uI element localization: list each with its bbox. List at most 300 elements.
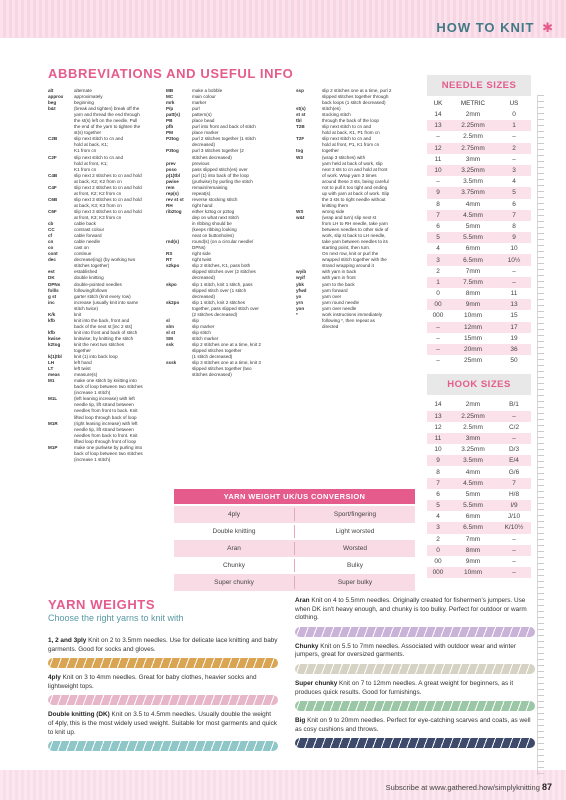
conversion-row: [174, 540, 415, 557]
size-metric: 8mm: [465, 546, 481, 554]
yarn-strand-swatch: [295, 738, 535, 748]
abbreviation-term: w&t: [296, 214, 305, 220]
size-uk: 12: [434, 144, 442, 152]
abbreviation-row: [296, 324, 424, 330]
abbreviation-term: yon: [296, 305, 305, 311]
size-uk: 000: [432, 569, 444, 577]
abbreviation-definition: place bead: [192, 118, 215, 124]
abbreviation-definition: (keeps ribbing looking: [192, 227, 237, 233]
abbreviation-definition: (left leaning increase) with left: [74, 396, 135, 402]
abbreviation-term: rnd(s): [166, 239, 180, 245]
abbreviation-term: ssk: [166, 341, 174, 347]
abbreviation-definition: slip next 2 stitches to cn and hold: [74, 184, 142, 190]
needle-sizes-title: NEEDLE SIZES: [427, 75, 531, 96]
abbreviation-term: DK: [48, 275, 55, 281]
abbreviation-term: mrk: [166, 100, 175, 106]
size-us: D/3: [508, 446, 520, 454]
size-row: [427, 455, 531, 466]
abbreviation-definition: knit into front and back of stitch: [74, 329, 138, 335]
abbreviation-definition: stitches together): [74, 263, 110, 269]
size-us: 7: [512, 479, 516, 487]
size-uk: 00: [434, 301, 442, 309]
abbreviation-definition: slip 2 stitches, K1, pass both: [192, 263, 251, 269]
abbreviation-definition: lifted loop through front of loop: [74, 438, 137, 444]
size-us: 19: [510, 334, 518, 342]
abbreviation-definition: slip next stitch to cn and: [322, 136, 372, 142]
yarn-weight-name: Big: [295, 717, 306, 725]
abbreviation-term: yfwd: [296, 287, 307, 293]
abbreviation-definition: the 3 sts to right needle without: [322, 196, 386, 202]
abbreviation-definition: pass slipped stitch(es) over: [192, 166, 248, 172]
abbreviation-term: kfb: [48, 317, 55, 323]
size-row: [427, 288, 531, 299]
abbreviation-definition: slip next stitch to cn and: [322, 124, 372, 130]
abbreviation-term: approx: [48, 94, 64, 100]
size-metric: 7mm: [465, 267, 481, 275]
abbreviation-term: sssk: [166, 360, 177, 366]
abbreviation-definition: from LH to RH needle, take yarn: [322, 221, 388, 227]
abbreviation-definition: knitwise; by knitting the stitch: [74, 335, 134, 341]
size-uk: 6: [436, 490, 440, 498]
abbreviation-definition: needles from front to back. Knit: [74, 408, 138, 414]
abbreviation-definition: K1 from cn: [74, 148, 97, 154]
size-row: [427, 232, 531, 243]
abbreviation-term: pfb: [166, 124, 174, 130]
size-uk: 3: [436, 524, 440, 532]
abbreviation-definition: double knitting: [74, 275, 104, 281]
abbreviation-definition: DPNs): [192, 245, 206, 251]
abbreviation-definition: slip 1 stitch, knit 2 stitches: [192, 299, 246, 305]
abbreviation-term: rep(s): [166, 190, 179, 196]
size-us: 13: [510, 301, 518, 309]
abbreviation-definition: beginning: [74, 100, 94, 106]
size-metric: 10mm: [463, 312, 483, 320]
abbreviation-definition: slip 2 stitches one at a time, purl 2: [322, 88, 392, 93]
size-metric: 2.5mm: [463, 423, 483, 431]
size-row: [427, 243, 531, 254]
abbreviation-definition: yarn forward: [322, 287, 348, 293]
size-row: [427, 165, 531, 176]
size-metric: 5mm: [465, 222, 481, 230]
us-weight: Light worsted: [335, 528, 375, 535]
abbreviation-definition: purl into front and back of stitch: [192, 124, 256, 130]
yarn-strand-swatch: [48, 741, 278, 751]
size-metric: 4mm: [465, 200, 481, 208]
uk-weight: Aran: [227, 545, 241, 552]
abbreviation-definition: (increase 1 stitch): [74, 456, 111, 462]
abbreviation-definition: (wrap 3 stitches) with: [322, 154, 366, 160]
size-uk: 11: [434, 155, 442, 163]
abbreviation-term: meas: [48, 372, 60, 378]
abbreviation-term: sl st: [166, 329, 176, 335]
size-us: 10: [510, 245, 518, 253]
size-us: 15: [510, 312, 518, 320]
abbreviation-term: [166, 372, 192, 378]
abbreviation-definition: established: [74, 269, 98, 275]
abbreviation-definition: of work. Wrap yarn 3 times: [322, 172, 377, 178]
abbreviation-definition: (purlwise) by purling the stitch: [192, 178, 253, 184]
abbreviation-term: wyif: [296, 275, 305, 281]
subscribe-text: Subscribe at www.gathered.how/simplyknitting: [385, 783, 540, 792]
abbreviation-definition: (wrap and turn) slip next st: [322, 214, 377, 220]
abbreviation-term: DPNs: [48, 281, 61, 287]
size-metric: 12mm: [463, 323, 483, 331]
abbreviation-term: est: [48, 269, 55, 275]
abbreviation-definition: at back, K3; K3 from cn: [74, 202, 122, 208]
abbreviation-term: p(1)tbl: [166, 172, 181, 178]
abbreviation-definition: left twist: [74, 366, 91, 372]
abbreviation-term: slm: [166, 323, 174, 329]
abbreviation-definition: in ribbing should be: [192, 221, 232, 227]
size-us: 17: [510, 323, 518, 331]
size-row: [427, 187, 531, 198]
abbreviation-definition: knit into the back, front and: [74, 317, 130, 323]
yarn-weight-description: Knit on 7 to 12mm needles. A great weight for beginners, as it produces quick results. Good for furnishings.: [295, 679, 514, 696]
abbreviation-definition: slip next 3 stitches to cn and hold: [74, 208, 142, 214]
yarn-weights-right: [295, 597, 535, 754]
size-row: [427, 154, 531, 165]
header-uk: UK: [433, 100, 443, 107]
abbreviation-term: W3: [296, 154, 303, 160]
abbreviation-term: C6B: [48, 196, 58, 202]
abbreviation-term: MB: [166, 88, 174, 93]
size-row: [427, 422, 531, 433]
abbreviation-definition: back loops (1 stitch decreased): [322, 100, 386, 106]
abbreviation-definition: decreased): [192, 275, 215, 281]
size-uk: –: [436, 346, 440, 354]
abbreviation-definition: together, pass slipped stitch over: [192, 305, 259, 311]
abbreviations-column-1: [48, 88, 166, 463]
size-us: 50: [510, 357, 518, 365]
abbreviation-definition: yarn round needle: [322, 299, 360, 305]
header-metric: METRIC: [460, 100, 486, 107]
yarn-strand-swatch: [295, 701, 535, 711]
yarn-weights-title: YARN WEIGHTS: [48, 597, 156, 612]
abbreviation-definition: measure(s): [74, 372, 98, 378]
yarn-weight-item: [295, 680, 535, 697]
abbreviation-definition: yarn over: [322, 293, 342, 299]
size-metric: 2.5mm: [463, 133, 483, 141]
yarn-weight-item: [295, 597, 535, 623]
size-uk: 6: [436, 222, 440, 230]
size-us: 10½: [507, 256, 521, 264]
abbreviation-definition: stitch twice): [74, 305, 98, 311]
abbreviation-term: rem: [166, 184, 175, 190]
abbreviation-definition: remain/remaining: [192, 184, 228, 190]
abbreviation-definition: following/follows: [74, 287, 108, 293]
yarn-weight-name: Aran: [295, 597, 310, 604]
size-us: –: [512, 267, 516, 275]
size-metric: 15mm: [463, 334, 483, 342]
abbreviation-definition: through the back of the loop: [322, 118, 379, 124]
abbreviation-definition: On next row, knit or purl the: [322, 251, 379, 257]
abbreviation-term: T2B: [296, 124, 305, 130]
abbreviation-definition: the end of the yarn to tighten the: [74, 124, 141, 130]
abbreviation-definition: knit (1) into back loop: [74, 354, 118, 360]
abbreviation-definition: purl (1) into back of the loop: [192, 172, 249, 178]
abbreviation-term: K/k: [48, 311, 56, 317]
size-uk: –: [436, 357, 440, 365]
abbreviation-definition: marker: [192, 100, 207, 106]
abbreviation-term: RH: [166, 202, 173, 208]
abbreviation-term: foll/s: [48, 287, 59, 293]
size-metric: 3mm: [465, 434, 481, 442]
hook-sizes-title: HOOK SIZES: [427, 374, 531, 395]
abbreviation-definition: knit the next two stitches: [74, 341, 125, 347]
star-icon: ✱: [542, 20, 554, 35]
yarn-weight-name: 1, 2 and 3ply: [48, 637, 87, 644]
yarn-weight-name: Super chunky: [295, 679, 338, 687]
abbreviation-definition: back of loop between two stitches: [74, 384, 143, 390]
abbreviation-term: patt(s): [166, 112, 181, 118]
abbreviation-definition: needle tip, lift strand between: [74, 426, 134, 432]
abbreviation-definition: slipped stitches together through: [322, 94, 389, 100]
abbreviation-definition: slip next 2 stitches to cn and hold: [74, 172, 142, 178]
abbreviations-column-2: [166, 88, 294, 378]
size-us: 5: [512, 189, 516, 197]
abbreviation-definition: next 3 sts to cn and hold at front: [322, 166, 388, 172]
size-us: 11: [510, 290, 518, 298]
abbreviation-term: M1L: [48, 396, 58, 402]
abbreviation-definition: slip 3 stitches one at a time, knit 3: [192, 360, 261, 366]
abbreviation-row: [48, 457, 166, 463]
abbreviation-definition: st(s) together: [74, 130, 102, 136]
section-title: HOW TO KNIT: [436, 20, 535, 35]
size-us: I/9: [510, 502, 518, 510]
size-metric: 3.75mm: [461, 189, 485, 197]
abbreviation-definition: the st(s) left on the needle. Pull: [74, 118, 138, 124]
size-us: 4: [512, 178, 516, 186]
abbreviation-definition: knit: [74, 311, 82, 317]
abbreviation-term: tbl: [296, 118, 302, 124]
abbreviation-definition: cable forward: [74, 233, 102, 239]
abbreviation-definition: reverse stocking stitch: [192, 196, 238, 202]
size-metric: 7.5mm: [463, 278, 483, 286]
abbreviation-definition: K1 from cn: [74, 166, 97, 172]
abbreviation-definition: together: [322, 148, 339, 154]
abbreviation-definition: left hand: [74, 360, 92, 366]
abbreviation-term: alt: [48, 88, 54, 93]
yarn-weight-item: [48, 711, 278, 737]
abbreviation-definition: stitch marker: [192, 335, 219, 341]
uk-weight: Super chunky: [214, 579, 254, 586]
abbreviation-term: C4F: [48, 184, 57, 190]
abbreviation-term: yrn: [296, 299, 304, 305]
abbreviation-term: cb: [48, 221, 54, 227]
size-row: [427, 176, 531, 187]
abbreviation-definition: place marker: [192, 130, 219, 136]
size-metric: 2mm: [465, 111, 481, 119]
size-us: –: [512, 546, 516, 554]
abbreviation-term: sk2po: [166, 299, 180, 305]
abbreviation-definition: with yarn in front: [322, 275, 356, 281]
size-us: 0: [512, 111, 516, 119]
abbreviation-term: RS: [166, 251, 173, 257]
size-metric: 25mm: [463, 357, 483, 365]
abbreviation-definition: work, slip st back to LH needle,: [322, 233, 386, 239]
header-us: US: [509, 100, 519, 107]
size-uk: 0: [436, 290, 440, 298]
abbreviation-definition: approximately: [74, 94, 103, 100]
size-metric: 4.5mm: [463, 211, 483, 219]
yarn-weight-name: Chunky: [295, 642, 319, 650]
abbreviation-term: k(1)tbl: [48, 354, 62, 360]
size-uk: 5: [436, 502, 440, 510]
abbreviation-definition: at back, K2; K2 from cn: [74, 178, 122, 184]
conversion-row: [174, 574, 415, 591]
size-metric: 3.25mm: [461, 167, 485, 175]
size-metric: 5.5mm: [463, 502, 483, 510]
uk-weight: Chunky: [222, 562, 246, 569]
size-row: [427, 489, 531, 500]
abbreviation-term: st(s): [296, 106, 306, 112]
abbreviation-term: tog: [296, 148, 304, 154]
abbreviation-definition: round(s) (on a circular needle/: [192, 239, 254, 245]
size-us: –: [512, 535, 516, 543]
abbreviation-term: kfb: [48, 329, 55, 335]
size-row: [427, 109, 531, 120]
abbreviation-term: PB: [166, 118, 173, 124]
size-metric: 9mm: [465, 301, 481, 309]
size-row: [427, 199, 531, 210]
abbreviation-definition: stocking stitch: [322, 112, 351, 118]
yarn-strand-swatch: [48, 695, 278, 705]
abbreviation-definition: slip: [192, 317, 199, 323]
abbreviation-term: kwise: [48, 335, 61, 341]
abbreviation-definition: knitting them: [322, 202, 349, 208]
size-uk: 11: [434, 434, 442, 442]
abbreviation-definition: purl 3 stitches together (2: [192, 148, 244, 154]
size-row: [427, 277, 531, 288]
size-row: [427, 466, 531, 477]
size-row: [427, 254, 531, 265]
size-row: [427, 266, 531, 277]
abbreviation-term: skpo: [166, 281, 177, 287]
size-uk: 4: [436, 245, 440, 253]
size-uk: 7: [436, 479, 440, 487]
abbreviation-term: RT: [166, 257, 173, 263]
abbreviation-definition: slip next stitch to cn and: [74, 154, 124, 160]
size-row: [427, 522, 531, 533]
yarn-strand-swatch: [295, 627, 535, 637]
abbreviation-term: b&t: [48, 106, 56, 112]
abbreviation-definition: decreased): [192, 293, 215, 299]
size-metric: 2.25mm: [461, 412, 485, 420]
abbreviation-definition: cable needle: [74, 239, 101, 245]
us-weight: Super bulky: [337, 579, 373, 586]
abbreviation-term: C6F: [48, 208, 57, 214]
size-row: [427, 478, 531, 489]
yarn-weights-left: [48, 637, 278, 757]
abbreviation-definition: slipped stitch over (1 stitch: [192, 287, 247, 293]
conversion-title: YARN WEIGHT UK/US CONVERSION: [174, 489, 415, 504]
size-uk: 2: [436, 535, 440, 543]
abbreviation-term: LH: [48, 360, 55, 366]
abbreviation-definition: hold at back, K1, P1 from cn: [322, 130, 380, 136]
abbreviation-definition: make a bobble: [192, 88, 223, 93]
abbreviation-term: inc: [48, 299, 55, 305]
abbreviation-term: pwise: [166, 178, 179, 184]
size-uk: 9: [436, 457, 440, 465]
size-uk: 13: [434, 122, 442, 130]
size-us: E/4: [509, 457, 519, 465]
size-row: [427, 333, 531, 344]
size-us: 2: [512, 144, 516, 152]
size-uk: 0: [436, 546, 440, 554]
abbreviation-definition: increase (usually knit into same: [74, 299, 139, 305]
abbreviation-definition: double-pointed needles: [74, 281, 122, 287]
abbreviation-definition: right hand: [192, 202, 213, 208]
yarn-weights-subtitle: Choose the right yarns to knit with: [48, 613, 184, 623]
abbreviation-definition: dep on what next stitch: [192, 214, 239, 220]
abbreviation-definition: needle tip, lift strand between: [74, 402, 134, 408]
us-weight: Bulky: [347, 562, 363, 569]
size-row: [427, 567, 531, 578]
abbreviation-definition: right side: [192, 251, 211, 257]
abbreviation-term: rev st st: [166, 196, 184, 202]
abbreviation-definition: hold at front, P1, K1 from cn: [322, 142, 380, 148]
abbreviation-definition: with yarn in back: [322, 269, 357, 275]
abbreviations-column-3: [296, 88, 424, 330]
size-us: –: [512, 133, 516, 141]
abbreviation-definition: cable back: [74, 221, 96, 227]
yarn-weight-conversion-table: [174, 489, 415, 591]
size-row: [427, 500, 531, 511]
size-us: –: [512, 434, 516, 442]
size-row: [427, 411, 531, 422]
size-metric: 6.5mm: [463, 256, 483, 264]
abbreviation-definition: slip 1 stitch, knit 1 stitch, pass: [192, 281, 253, 287]
abbreviation-definition: hold at back, K1;: [74, 142, 109, 148]
abbreviation-definition: garter stitch (knit every row): [74, 293, 131, 299]
size-us: 3: [512, 167, 516, 175]
abbreviation-definition: decrease(ing) (by working two: [74, 257, 136, 263]
yarn-weight-item: [295, 717, 535, 734]
abbreviation-term: g st: [48, 293, 57, 299]
size-uk: 3: [436, 256, 440, 264]
abbreviation-definition: yarn and thread the end through: [74, 112, 140, 118]
abbreviation-definition: right twist: [192, 257, 212, 263]
abbreviation-definition: work instructions immediately: [322, 311, 382, 317]
yarn-weight-item: [48, 674, 278, 691]
size-metric: 4mm: [465, 468, 481, 476]
us-weight: Sport/fingering: [333, 511, 377, 518]
size-row: [427, 534, 531, 545]
needle-sizes-header: [427, 96, 531, 109]
size-uk: 7: [436, 211, 440, 219]
abbreviation-definition: purl 2 stitches together (1 stitch: [192, 136, 256, 142]
size-metric: 10mm: [463, 569, 483, 577]
abbreviation-term: C2B: [48, 136, 58, 142]
abbreviation-term: PM: [166, 130, 173, 136]
size-row: [427, 344, 531, 355]
size-uk: 2: [436, 267, 440, 275]
size-metric: 6mm: [465, 245, 481, 253]
size-metric: 3.5mm: [463, 457, 483, 465]
abbreviation-definition: yarn to the back: [322, 281, 355, 287]
uk-weight: 4ply: [228, 511, 240, 518]
page-number: 87: [541, 782, 552, 792]
abbreviation-definition: decreased): [192, 142, 215, 148]
abbreviation-term: P/p: [166, 106, 174, 112]
size-us: H/8: [508, 490, 520, 498]
abbreviation-term: dec: [48, 257, 56, 263]
abbreviation-term: st st: [296, 112, 306, 118]
abbreviation-term: prev: [166, 160, 176, 166]
size-uk: 10: [434, 167, 442, 175]
hook-sizes-rows: [427, 399, 531, 578]
size-us: 1: [512, 122, 516, 130]
